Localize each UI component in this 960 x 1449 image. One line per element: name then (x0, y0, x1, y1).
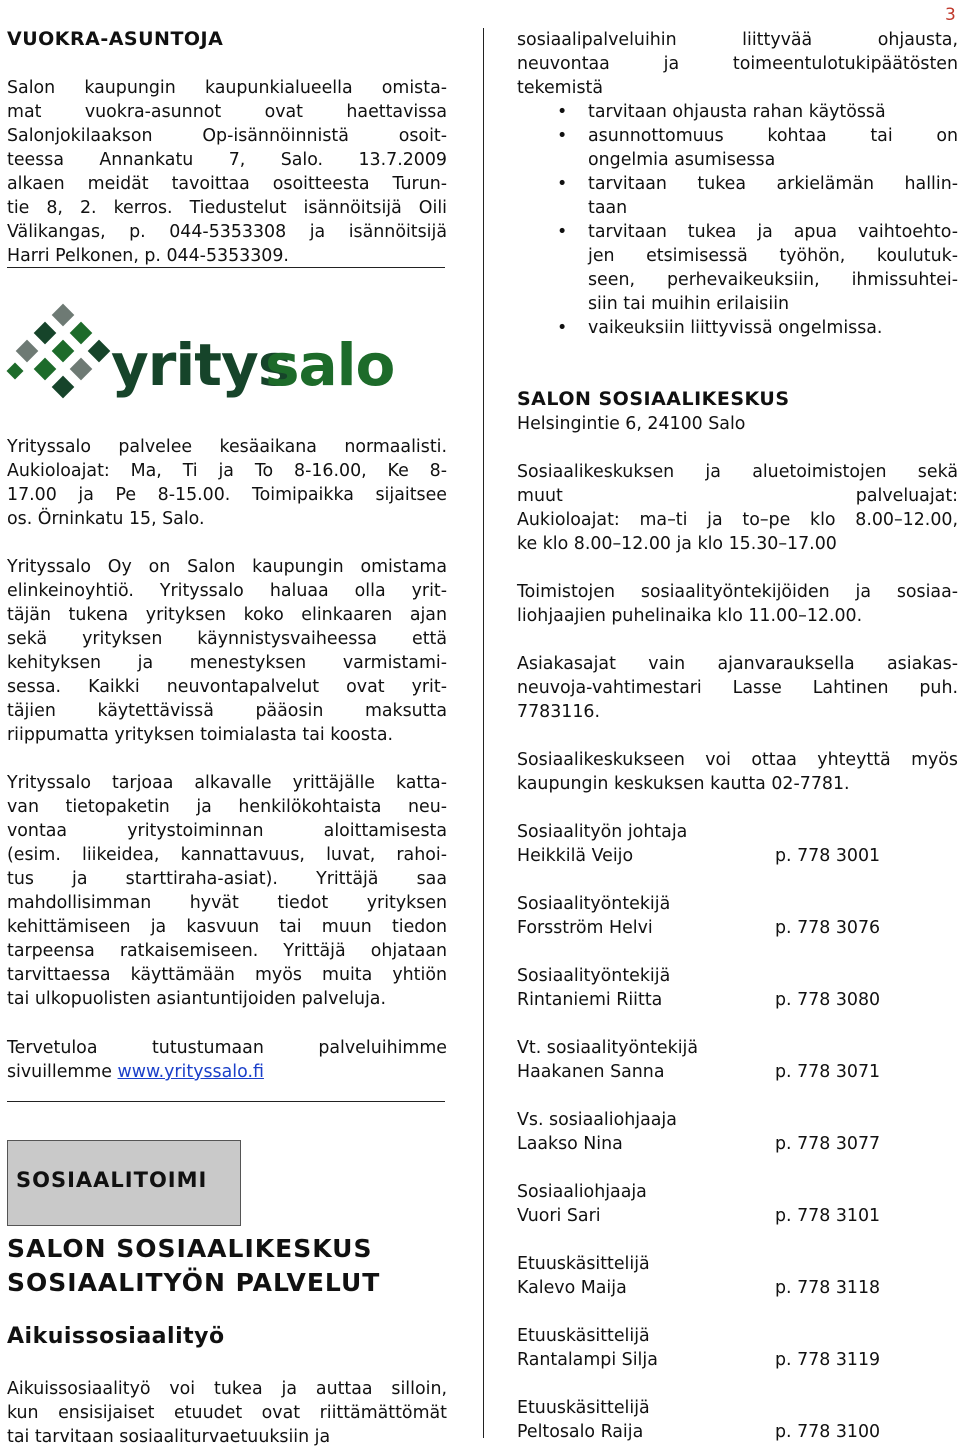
text-line: Yrityssalo Oy on Salon kaupungin omistama (7, 557, 447, 577)
booking-info (517, 652, 958, 724)
box-label: SOSIAALITOIMI (16, 1168, 208, 1192)
list-item-line: • asunnottomuus kohtaa tai on (588, 126, 958, 146)
contact-phone: p. 778 3100 (775, 1422, 881, 1442)
staff-contact (517, 1108, 958, 1156)
needs-list-item (517, 172, 958, 220)
list-item-line: • tarvitaan tukea arkielämän hallin- (588, 174, 958, 194)
yrityssalo-hours (7, 435, 447, 531)
adult-social-work-text (7, 1377, 447, 1449)
staff-contact (517, 892, 958, 940)
list-item-line: jen etsimisessä työhön, koulutuk- (588, 246, 958, 266)
office-address: Helsingintie 6, 24100 Salo (517, 414, 746, 434)
contact-phone: p. 778 3119 (775, 1350, 881, 1370)
text-line: täjän tukena yrityksen koko elinkaaren ajan (7, 605, 447, 625)
intro-paragraph (517, 28, 958, 100)
text-line: mat vuokra-asunnot ovat haettavissa (7, 102, 447, 122)
contact-title: Vs. sosiaaliohjaaja (517, 1110, 677, 1130)
staff-contact (517, 964, 958, 1012)
needs-list-item (517, 220, 958, 316)
staff-contact (517, 1396, 958, 1444)
contact-name: Forsström Helvi (517, 918, 653, 938)
office-hours (517, 460, 958, 556)
text-line: sessa. Kaikki neuvontapalvelut ovat yrit- (7, 677, 447, 697)
page-number: 3 (945, 5, 956, 25)
contact-phone: p. 778 3101 (775, 1206, 881, 1226)
contact-title: Etuuskäsittelijä (517, 1326, 650, 1346)
contact-title: Sosiaalityön johtaja (517, 822, 688, 842)
contact-name: Heikkilä Veijo (517, 846, 634, 866)
office-name: SALON SOSIAALIKESKUS (517, 388, 790, 410)
contact-name: Vuori Sari (517, 1206, 601, 1226)
separator-rule (7, 266, 445, 268)
staff-contact (517, 1324, 958, 1372)
contact-phone: p. 778 3076 (775, 918, 881, 938)
text-line: elinkeinoyhtiö. Yrityssalo haluaa olla yrit- (7, 581, 447, 601)
services-heading: SOSIAALITYÖN PALVELUT (7, 1268, 381, 1297)
text-line: tai tarvitaan sosiaaliturvaetuuksiin ja (7, 1427, 331, 1447)
text-line: (esim. liikeidea, kannattavuus, luvat, rahoi- (7, 845, 447, 865)
text-line: Salonjokilaakson Op-isännöinnistä osoit- (7, 126, 447, 146)
text-line: sosiaalipalveluihin liittyvää ohjausta, (517, 30, 958, 50)
text-line: Aikuissosiaalityö voi tukea ja auttaa silloin, (7, 1379, 447, 1399)
contact-title: Sosiaaliohjaaja (517, 1182, 647, 1202)
text-line: 7783116. (517, 702, 600, 722)
text-line: Aukioloajat: ma–ti ja to–pe klo 8.00–12.00, (517, 510, 958, 530)
contact-name: Peltosalo Raija (517, 1422, 644, 1442)
text-line: kun ensisijaiset etuudet ovat riittämättömät (7, 1403, 447, 1423)
needs-list (517, 100, 958, 340)
center-heading: SALON SOSIAALIKESKUS (7, 1234, 373, 1263)
text-line: alkaen meidät tavoittaa osoitteesta Turun- (7, 174, 447, 194)
logo-mark-icon (7, 304, 111, 399)
contact-title: Etuuskäsittelijä (517, 1398, 650, 1418)
text-line: tus ja starttiraha-asiat). Yrittäjä saa (7, 869, 447, 889)
needs-list-item (517, 100, 958, 124)
phone-time (517, 580, 958, 628)
contact-phone: p. 778 3071 (775, 1062, 881, 1082)
welcome-line: Tervetuloa tutustumaan palveluihimme (7, 1038, 447, 1058)
contact-phone: p. 778 3118 (775, 1278, 881, 1298)
text-line: Sosiaalikeskukseen voi ottaa yhteyttä myös (517, 750, 958, 770)
yrityssalo-link[interactable]: www.yrityssalo.fi (117, 1062, 264, 1082)
welcome-paragraph (7, 1036, 447, 1084)
text-line: tie 8, 2. kerros. Tiedustelut isännöitsijä Oili (7, 198, 447, 218)
yrityssalo-description (7, 555, 447, 747)
text-line: vontaa yritystoiminnan aloittamisesta (7, 821, 447, 841)
rental-paragraph (7, 76, 447, 268)
staff-contact (517, 820, 958, 868)
contact-name: Kalevo Maija (517, 1278, 627, 1298)
contact-name: Haakanen Sanna (517, 1062, 665, 1082)
logo-text-dark: yritys (111, 331, 292, 399)
text-line: tekemistä (517, 78, 603, 98)
contact-note (517, 748, 958, 796)
text-line: Salon kaupungin kaupunkialueella omista- (7, 78, 447, 98)
welcome-prefix: sivuillemme (7, 1062, 118, 1082)
text-line: muut palveluajat: (517, 486, 958, 506)
list-item-line: • tarvitaan tukea ja apua vaihtoehto- (588, 222, 958, 242)
contact-name: Laakso Nina (517, 1134, 623, 1154)
text-line: sekä yrityksen käynnistysvaiheessa että (7, 629, 447, 649)
adult-social-work-heading: Aikuissosiaalityö (7, 1324, 225, 1349)
text-line: Asiakasajat vain ajanvarauksella asiakas- (517, 654, 958, 674)
text-line: tarpeensa ratkaisemiseen. Yrittäjä ohjataan (7, 941, 447, 961)
text-line: tai ulkopuolisten asiantuntijoiden palveluja. (7, 989, 386, 1009)
list-item-line: ongelmia asumisessa (588, 150, 776, 170)
staff-contact (517, 1180, 958, 1228)
needs-list-item (517, 124, 958, 172)
text-line: neuvontaa ja toimeentulotukipäätösten (517, 54, 958, 74)
contact-phone: p. 778 3080 (775, 990, 881, 1010)
column-divider (483, 28, 484, 1438)
text-line: riippumatta yrityksen toimialasta tai koosta. (7, 725, 393, 745)
text-line: tarvittaessa käyttämään myös muita yhtiön (7, 965, 447, 985)
text-line: teessa Annankatu 7, Salo. 13.7.2009 (7, 150, 447, 170)
contact-title: Sosiaalityöntekijä (517, 966, 671, 986)
staff-contact (517, 1036, 958, 1084)
text-line: 17.00 ja Pe 8-15.00. Toimipaikka sijaitsee (7, 485, 447, 505)
text-line: Yrityssalo tarjoaa alkavalle yrittäjälle katta- (7, 773, 447, 793)
text-line: Yrityssalo palvelee kesäaikana normaalisti. (7, 437, 447, 457)
staff-contact (517, 1252, 958, 1300)
contact-phone: p. 778 3001 (775, 846, 881, 866)
sosiaalitoimi-box (7, 1140, 241, 1226)
text-line: Aukioloajat: Ma, Ti ja To 8-16.00, Ke 8- (7, 461, 447, 481)
text-line: kehityksen ja menestyksen varmistami- (7, 653, 447, 673)
text-line: täjien käytettävissä pääosin maksutta (7, 701, 447, 721)
list-item-line: taan (588, 198, 628, 218)
text-line: neuvoja-vahtimestari Lasse Lahtinen puh. (517, 678, 958, 698)
list-item-line: seen, perhevaikeuksiin, ihmissuhtei- (588, 270, 958, 290)
text-line: os. Örninkatu 15, Salo. (7, 509, 205, 529)
yrityssalo-logo (7, 305, 395, 405)
contact-title: Sosiaalityöntekijä (517, 894, 671, 914)
contact-name: Rantalampi Silja (517, 1350, 658, 1370)
rental-heading: VUOKRA-ASUNTOJA (7, 28, 224, 50)
needs-list-item (517, 316, 958, 340)
contact-name: Rintaniemi Riitta (517, 990, 663, 1010)
text-line: kaupungin keskuksen kautta 02-7781. (517, 774, 850, 794)
text-line: liohjaajien puhelinaika klo 11.00–12.00. (517, 606, 863, 626)
contact-title: Etuuskäsittelijä (517, 1254, 650, 1274)
contact-title: Vt. sosiaalityöntekijä (517, 1038, 699, 1058)
yrityssalo-services (7, 771, 447, 1011)
text-line: Harri Pelkonen, p. 044-5353309. (7, 246, 289, 266)
text-line: kehittämiseen ja kasvuun tai muun tiedon (7, 917, 447, 937)
text-line: ke klo 8.00–12.00 ja klo 15.30–17.00 (517, 534, 837, 554)
logo-text-green: salo (265, 331, 395, 399)
text-line: Välikangas, p. 044-5353308 ja isännöitsijä (7, 222, 447, 242)
contact-phone: p. 778 3077 (775, 1134, 881, 1154)
list-item-line: • vaikeuksiin liittyvissä ongelmissa. (588, 318, 883, 338)
list-item-line: siin tai muihin erilaisiin (588, 294, 790, 314)
text-line: Sosiaalikeskuksen ja aluetoimistojen sekä (517, 462, 958, 482)
text-line: van tietopaketin ja henkilökohtaista neu- (7, 797, 447, 817)
list-item-line: • tarvitaan ohjausta rahan käytössä (588, 102, 886, 122)
text-line: Toimistojen sosiaalityöntekijöiden ja sosiaa- (517, 582, 958, 602)
text-line: mahdollisimman hyvät tiedot yrityksen (7, 893, 447, 913)
separator-rule (7, 1100, 445, 1102)
